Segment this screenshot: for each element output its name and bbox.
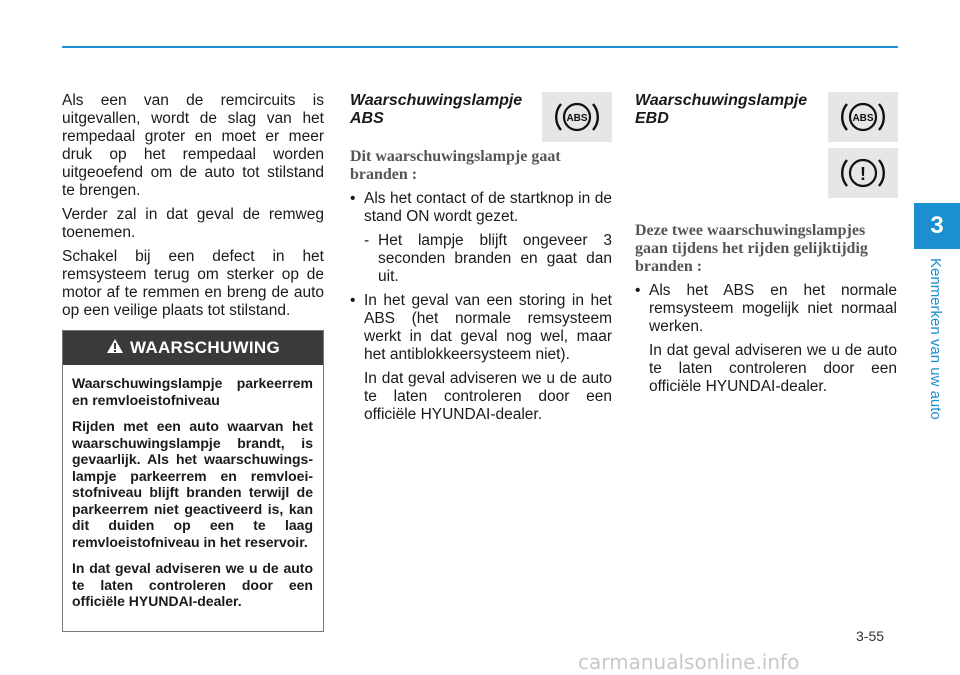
- section-subtitle: Deze twee waarschuwingslampjes gaan tijdens het rijden gelijktijdig branden :: [635, 222, 868, 275]
- chapter-title: Kenmerken van uw auto: [927, 258, 944, 420]
- warning-paragraph: Rijden met een auto waarvan het waarschuwingslampje brandt, is gevaarlijk. Als het waarschuwings- lampje parkeerrem en remvloei- stofniveau blijft branden terwijl de parkeerrem niet geactiveerd is, kan dit duiden op een te laag remvloeistofniveau in het reservoir.: [72, 418, 313, 550]
- warning-subtitle: Waarschuwingslampje parkeerrem en remvloeistofniveau: [72, 375, 313, 408]
- warning-paragraph: In dat geval adviseren we u de auto te laten controleren door een officiële HYUNDAI-dealer.: [72, 560, 313, 609]
- list-item: • In het geval van een storing in het ABS (het normale remsysteem werkt in dat geval nog wel, maar het antiblokkeersysteem niet). In dat geval adviseren we u de auto te laten controleren door een officiële HYUNDAI-dealer.: [350, 292, 612, 424]
- watermark: carmanualsonline.info: [578, 650, 800, 674]
- section-heading-abs: [350, 92, 612, 148]
- warning-header: [63, 331, 323, 365]
- paragraph: Schakel bij een defect in het remsysteem terug om sterker op de motor af te remmen en breng de auto op een veilige plaats tot stilstand.: [62, 248, 324, 319]
- bullet-list: [350, 190, 612, 424]
- header-rule: [62, 46, 898, 48]
- paragraph: Verder zal in dat geval de remweg toenemen.: [62, 206, 324, 241]
- list-item-note: In dat geval adviseren we u de auto te laten controleren door een officiële HYUNDAI-dealer.: [649, 342, 897, 395]
- list-item-note: In dat geval adviseren we u de auto te laten controleren door een officiële HYUNDAI-dealer.: [364, 370, 612, 423]
- warning-content: [63, 365, 323, 610]
- column-right: [635, 92, 897, 402]
- warning-title: WAARSCHUWING: [130, 338, 280, 357]
- abs-warning-icon: [828, 92, 898, 142]
- section-title: Waarschuwingslampje EBD: [635, 92, 808, 127]
- brake-warning-icon: [828, 148, 898, 198]
- section-subtitle: Dit waarschuwingslampje gaat branden :: [350, 148, 561, 183]
- list-item: • Als het contact of de startknop in de stand ON wordt gezet. - Het lampje blijft ongeveer 3 seconden branden en gaat dan uit.: [350, 190, 612, 286]
- warning-box: [62, 330, 324, 632]
- column-middle: [350, 92, 612, 430]
- section-heading-ebd: [635, 92, 897, 222]
- page-number: 3-55: [856, 628, 885, 644]
- chapter-tab: 3: [914, 203, 960, 249]
- abs-warning-icon: [542, 92, 612, 142]
- svg-text:ABS: ABS: [852, 113, 874, 124]
- sub-item: - Het lampje blijft ongeveer 3 seconden branden en gaat dan uit.: [364, 232, 612, 285]
- svg-text:!: !: [860, 164, 866, 184]
- paragraph: Als een van de remcircuits is uitgevallen, wordt de slag van het rempedaal groter en moet er meer druk op het rempedaal worden uitgeoefend om de auto tot stilstand te brengen.: [62, 92, 324, 199]
- column-left: [62, 92, 324, 326]
- bullet-list: [635, 282, 897, 396]
- section-title: Waarschuwingslampje ABS: [350, 92, 523, 127]
- list-item: • Als het ABS en het normale remsysteem mogelijk niet normaal werken. In dat geval adviseren we u de auto te laten controleren door een officiële HYUNDAI-dealer.: [635, 282, 897, 396]
- svg-text:ABS: ABS: [566, 113, 588, 124]
- warning-triangle-icon: [106, 338, 124, 359]
